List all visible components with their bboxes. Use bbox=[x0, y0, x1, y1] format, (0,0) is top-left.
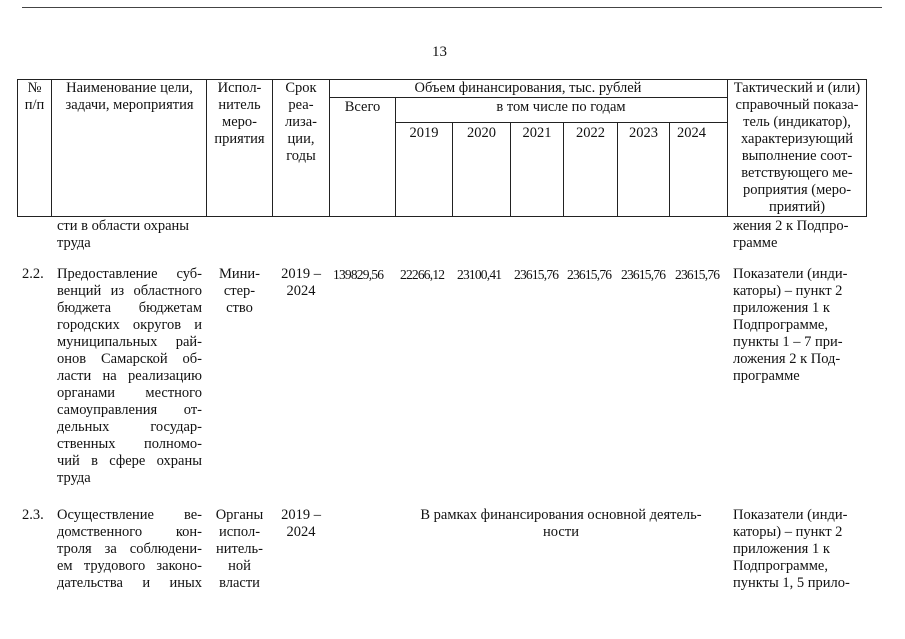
row-indicator: Показатели (инди- каторы) – пункт 2 приложения 1 к Подпрограмме, пункты 1 – 7 при- ложения 2 к Под- программе bbox=[733, 266, 848, 384]
header-year-2022: 2022 bbox=[576, 125, 605, 141]
header-year-2019: 2019 bbox=[409, 125, 439, 141]
header-executor: Испол- нитель меро- приятия bbox=[214, 80, 265, 147]
page-number: 13 bbox=[432, 44, 447, 60]
header-name: Наименование цели, задачи, мероприятия bbox=[65, 80, 194, 113]
row-value-2021: 23615,76 bbox=[514, 267, 559, 282]
row-total: 139829,56 bbox=[333, 267, 384, 282]
header-year-2024: 2024 bbox=[677, 125, 706, 141]
top-rule bbox=[22, 7, 882, 8]
header-year-2020: 2020 bbox=[467, 125, 496, 141]
row-value-2020: 23100,41 bbox=[457, 267, 502, 282]
row-value-2024: 23615,76 bbox=[675, 267, 720, 282]
header-year-2023: 2023 bbox=[629, 125, 658, 141]
row-value-2023: 23615,76 bbox=[621, 267, 666, 282]
row-indicator: Показатели (инди- каторы) – пункт 2 приложения 1 к Подпрограмме, пункты 1, 5 прило- bbox=[733, 507, 850, 591]
row-value-2019: 22266,12 bbox=[400, 267, 445, 282]
row-term: 2019 – 2024 bbox=[281, 266, 321, 299]
row-name: Осуществление ве- домственного кон- троля за соблюдени- ем трудового законо- дательства и иных bbox=[57, 507, 202, 591]
row-executor: Органы испол- нитель- ной власти bbox=[215, 507, 264, 591]
row-value-2022: 23615,76 bbox=[567, 267, 612, 282]
row-number: 2.3. bbox=[22, 507, 44, 523]
row-number: 2.2. bbox=[22, 266, 44, 282]
row-name: Предоставление суб- венций из областного бюджета бюджетам городских округов и муниципальных рай- онов Самарской об- ласти на реализацию органами местного самоуправления от- дельных государ- ственных полномо- чий в сфере охраны труда bbox=[57, 266, 202, 486]
header-indicator: Тактический и (или) справочный показа- тель (индикатор), характеризующий выполнение соот- ветствующего ме- роприятия (меро- приятий) bbox=[733, 80, 861, 215]
continuation-indicator: жения 2 к Подпро- грамме bbox=[733, 218, 849, 251]
header-no: № п/п bbox=[24, 80, 45, 113]
continuation-name: сти в области охраны труда bbox=[57, 218, 190, 251]
header-by-years: в том числе по годам bbox=[496, 99, 626, 115]
row-term: 2019 – 2024 bbox=[281, 507, 321, 540]
header-year-2021: 2021 bbox=[522, 125, 552, 141]
header-term: Срок реа- лиза- ции, годы bbox=[285, 80, 317, 164]
row-funding-note: В рамках финансирования основной деятель- ности bbox=[420, 507, 702, 540]
header-total: Всего bbox=[344, 99, 381, 115]
row-executor: Мини- стер- ство bbox=[218, 266, 260, 316]
header-funding: Объем финансирования, тыс. рублей bbox=[414, 80, 642, 96]
